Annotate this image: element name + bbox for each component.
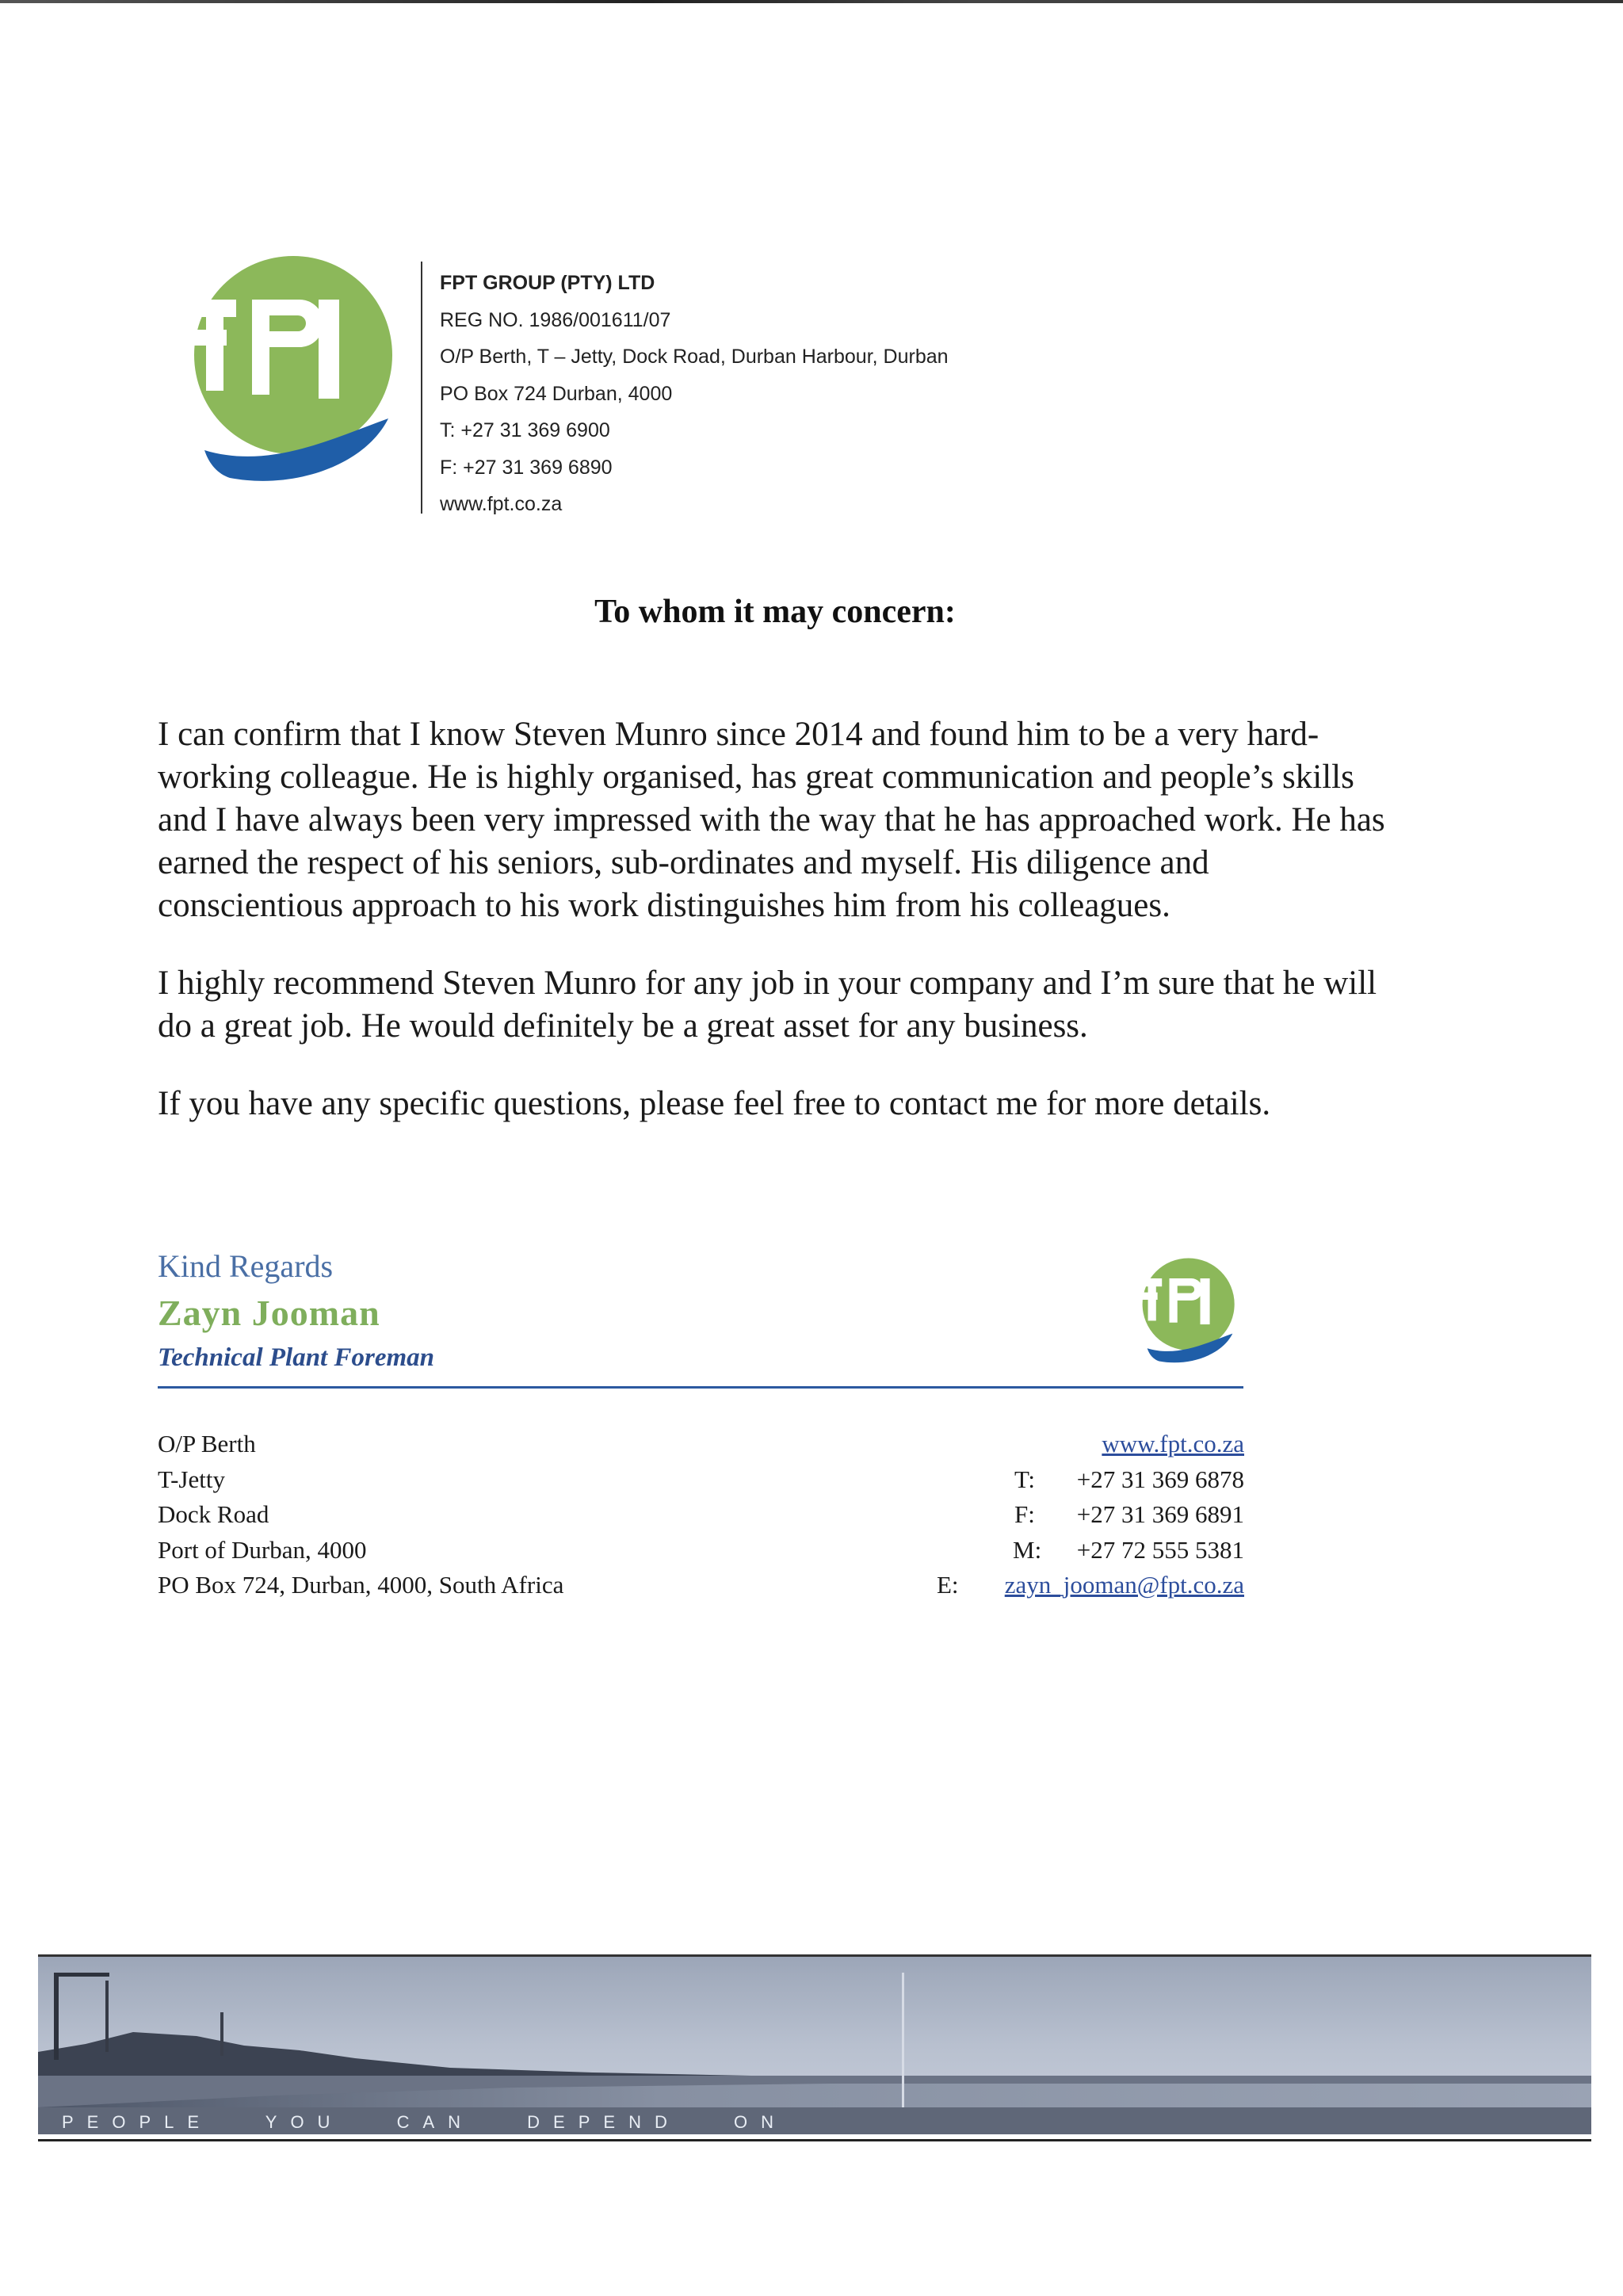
closing: Kind Regards [158,1248,334,1284]
tagline-word: PEOPLE [62,2112,213,2132]
registration-number: REG NO. 1986/001611/07 [440,308,671,331]
address-line: O/P Berth [158,1430,256,1457]
footer-address [158,1427,563,1603]
fpt-logo [174,252,396,482]
fax-label: F: [1014,1500,1035,1528]
address-line: Dock Road [158,1500,269,1528]
body-paragraph-3: If you have any specific questions, please feel free to contact me for more details. [158,1085,1271,1122]
letterhead-divider [421,262,422,514]
tagline-word: YOU [265,2112,344,2132]
mobile-value: +27 72 555 5381 [1076,1535,1244,1564]
tel-value: +27 31 369 6878 [1076,1465,1244,1493]
signature-block [158,1244,434,1377]
harbour-photo [38,1957,1591,2134]
fpt-logo-small [1133,1256,1236,1363]
company-website: www.fpt.co.za [440,493,563,515]
body-paragraph-2: I highly recommend Steven Munro for any job in your company and I’m sure that he will do a great job. He would definitely be a great asset for any business. [158,965,1377,1045]
website-link[interactable]: www.fpt.co.za [1102,1430,1244,1457]
address-line: Port of Durban, 4000 [158,1535,367,1564]
email-link[interactable]: zayn_jooman@fpt.co.za [1004,1571,1244,1599]
letterhead-details [440,265,949,523]
letter-body [158,713,1394,1160]
address-line: T-Jetty [158,1465,225,1493]
signatory-name: Zayn Jooman [158,1293,380,1333]
company-fax: F: +27 31 369 6890 [440,456,613,479]
footer-contact [919,1427,1244,1603]
banner-tagline [62,2112,822,2133]
harbour-banner [38,1954,1591,2141]
email-label: E: [937,1571,959,1599]
company-po-box: PO Box 724 Durban, 4000 [440,382,673,405]
tagline-word: ON [733,2112,787,2132]
address-line: PO Box 724, Durban, 4000, South Africa [158,1571,564,1599]
company-address: O/P Berth, T – Jetty, Dock Road, Durban Harbour, Durban [440,346,949,368]
top-scan-edge [0,0,1623,3]
mobile-label: M: [1013,1535,1042,1564]
body-paragraph-1: I can confirm that I know Steven Munro since 2014 and found him to be a very hard-working colleague. He is highly organised, has great communication and people’s skills and I have always been very impressed with the way that he has approached work. He has earned the respect of his seniors, sub-ordinates and myself. His diligence and conscientious approach to his work distinguishes him from his colleagues. [158,716,1385,924]
fax-value: +27 31 369 6891 [1076,1500,1244,1528]
company-telephone: T: +27 31 369 6900 [440,419,610,441]
company-name: FPT GROUP (PTY) LTD [440,272,655,294]
letter-heading: To whom it may concern: [594,594,956,630]
tagline-word: DEPEND [527,2112,681,2132]
signature-divider [158,1386,1243,1389]
tagline-word: CAN [396,2112,475,2132]
signatory-title: Technical Plant Foreman [158,1343,434,1372]
tel-label: T: [1014,1465,1036,1493]
